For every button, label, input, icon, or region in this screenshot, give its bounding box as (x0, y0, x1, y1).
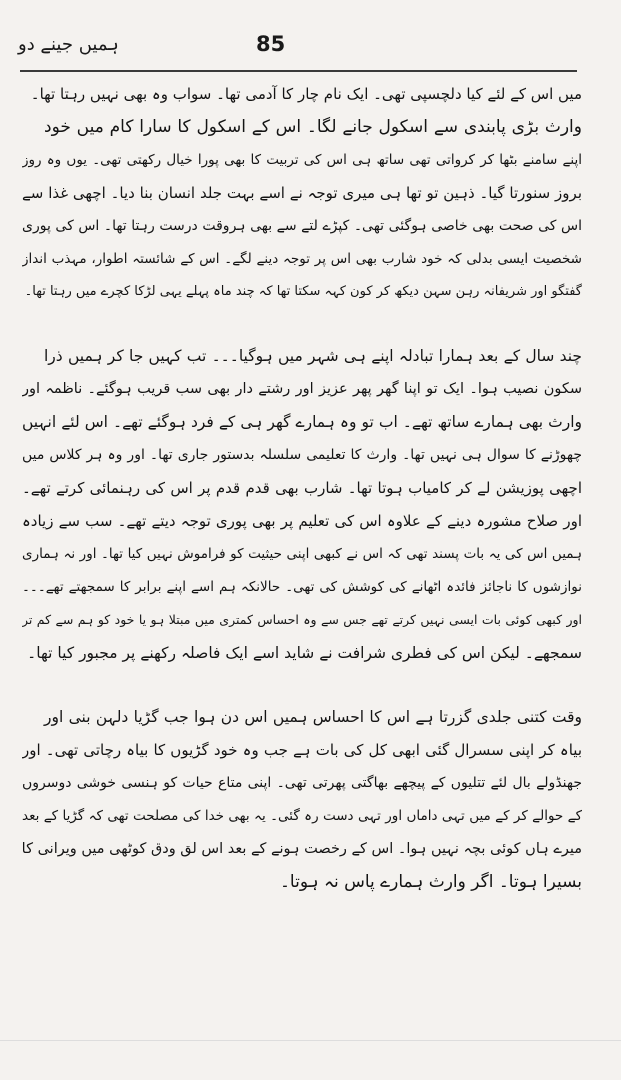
text-line: جھنڈولے بال لئے تتلیوں کے پیچھے بھاگتی پھرتی تھی۔ اپنی متاع حیات کو ہنسی خوشی دوسروں (22, 775, 582, 791)
text-line: گفتگو اور شریفانہ رہن سہن دیکھ کر کون کہہ سکتا تھا کہ چند ماہ پہلے یہی لڑکا کچرے میں رہتا تھا۔ (24, 284, 582, 299)
text-line: اور صلاح مشورہ دینے کے علاوہ اس کی تعلیم پر بھی پوری توجہ دیتے تھے۔ سب سے زیادہ (22, 512, 582, 530)
text-line: کے حوالے کر کے میں تہی داماں اور تہی دست رہ گئی۔ یہ بھی خدا کی مصلحت تھی کہ گڑیا کے بعد (22, 808, 582, 824)
text-line: بیاہ کر اپنی سسرال گئی ابھی کل کی بات ہے جب وہ خود گڑیوں کا بیاہ رچاتی تھی۔ اور (22, 741, 582, 759)
page-header (0, 28, 621, 68)
text-line: اپنے سامنے بٹھا کر کرواتی تھی ساتھ ہی اس کی تربیت کا بھی پورا خیال رکھتی تھی۔ یوں وہ روز (22, 152, 582, 168)
page-number: 85 (256, 32, 286, 56)
text-line: شخصیت ایسی بدلی کہ خود شارب بھی اس پر توجہ دینے لگے۔ اس کے شائستہ اطوار، مہذب انداز (22, 251, 582, 267)
text-line: بسیرا ہوتا۔ اگر وارث ہمارے پاس نہ ہوتا۔ (279, 872, 582, 892)
text-line: میں اس کے لئے کیا دلچسپی تھی۔ ایک نام چار کا آدمی تھا۔ سواب وہ بھی نہیں رہتا تھا۔ (30, 85, 582, 103)
text-line: سمجھے۔ لیکن اس کی فطری شرافت نے شاید اسے ایک فاصلہ رکھنے پر مجبور کیا تھا۔ (27, 644, 582, 662)
text-line: چھوڑنے کا سوال ہی نہیں تھا۔ وارث کا تعلیمی سلسلہ بدستور جاری تھا۔ اور وہ ہر کلاس میں (22, 447, 582, 463)
text-line: وقت کتنی جلدی گزرتا ہے اس کا احساس ہمیں اس دن ہوا جب گڑیا دلہن بنی اور (44, 708, 582, 726)
header-rule (20, 70, 577, 72)
text-line: سکون نصیب ہوا۔ ایک تو اپنا گھر پھر عزیز اور رشتے دار بھی سب قریب ہوگئے۔ ناظمہ اور (22, 381, 582, 397)
text-line: اس کی صحت بھی خاصی ہوگئی تھی۔ کپڑے لتے سے بھی ہروقت درست رہتا تھا۔ اس کی پوری (22, 218, 582, 234)
text-line: وارث بڑی پابندی سے اسکول جانے لگا۔ اس کے اسکول کا سارا کام میں خود (44, 117, 582, 137)
text-line: نوازشوں کا ناجائز فائدہ اٹھانے کی کوشش کی تھی۔ حالانکہ ہم اسے اپنے برابر کا سمجھتے تھے۔۔۔ (22, 579, 582, 595)
body-text (22, 80, 582, 1010)
text-line: بروز سنورتا گیا۔ ذہین تو تھا ہی میری توجہ نے اسے بہت جلد انسان بنا دیا۔ اچھی غذا سے (22, 184, 582, 202)
running-title: ہمیں جینے دو (18, 34, 119, 55)
text-line: چند سال کے بعد ہمارا تبادلہ اپنے ہی شہر میں ہوگیا۔۔۔ تب کہیں جا کر ہمیں ذرا (44, 347, 582, 365)
text-line: وارث بھی ہمارے ساتھ تھے۔ اب تو وہ ہمارے گھر ہی کے فرد ہوگئے تھے۔ اس لئے انہیں (22, 413, 582, 431)
page-bottom-edge (0, 1040, 621, 1041)
text-line: ہمیں اس کی یہ بات پسند تھی کہ اس نے کبھی اپنی حیثیت کو فراموش نہیں کیا تھا۔ اور نہ ہماری (22, 546, 582, 562)
text-line: میرے ہاں کوئی بچہ نہیں ہوا۔ اس کے رخصت ہونے کے بعد اس لق ودق کوٹھی میں ویرانی کا (22, 841, 582, 857)
text-line: اچھی پوزیشن لے کر کامیاب ہوتا تھا۔ شارب بھی قدم قدم پر اس کی رہنمائی کرتے تھے۔ (22, 479, 582, 497)
text-line: اور کبھی کوئی بات ایسی نہیں کرتے تھے جس سے وہ احساس کمتری میں مبتلا ہو یا خود کو ہم سے کم تر (22, 612, 582, 627)
